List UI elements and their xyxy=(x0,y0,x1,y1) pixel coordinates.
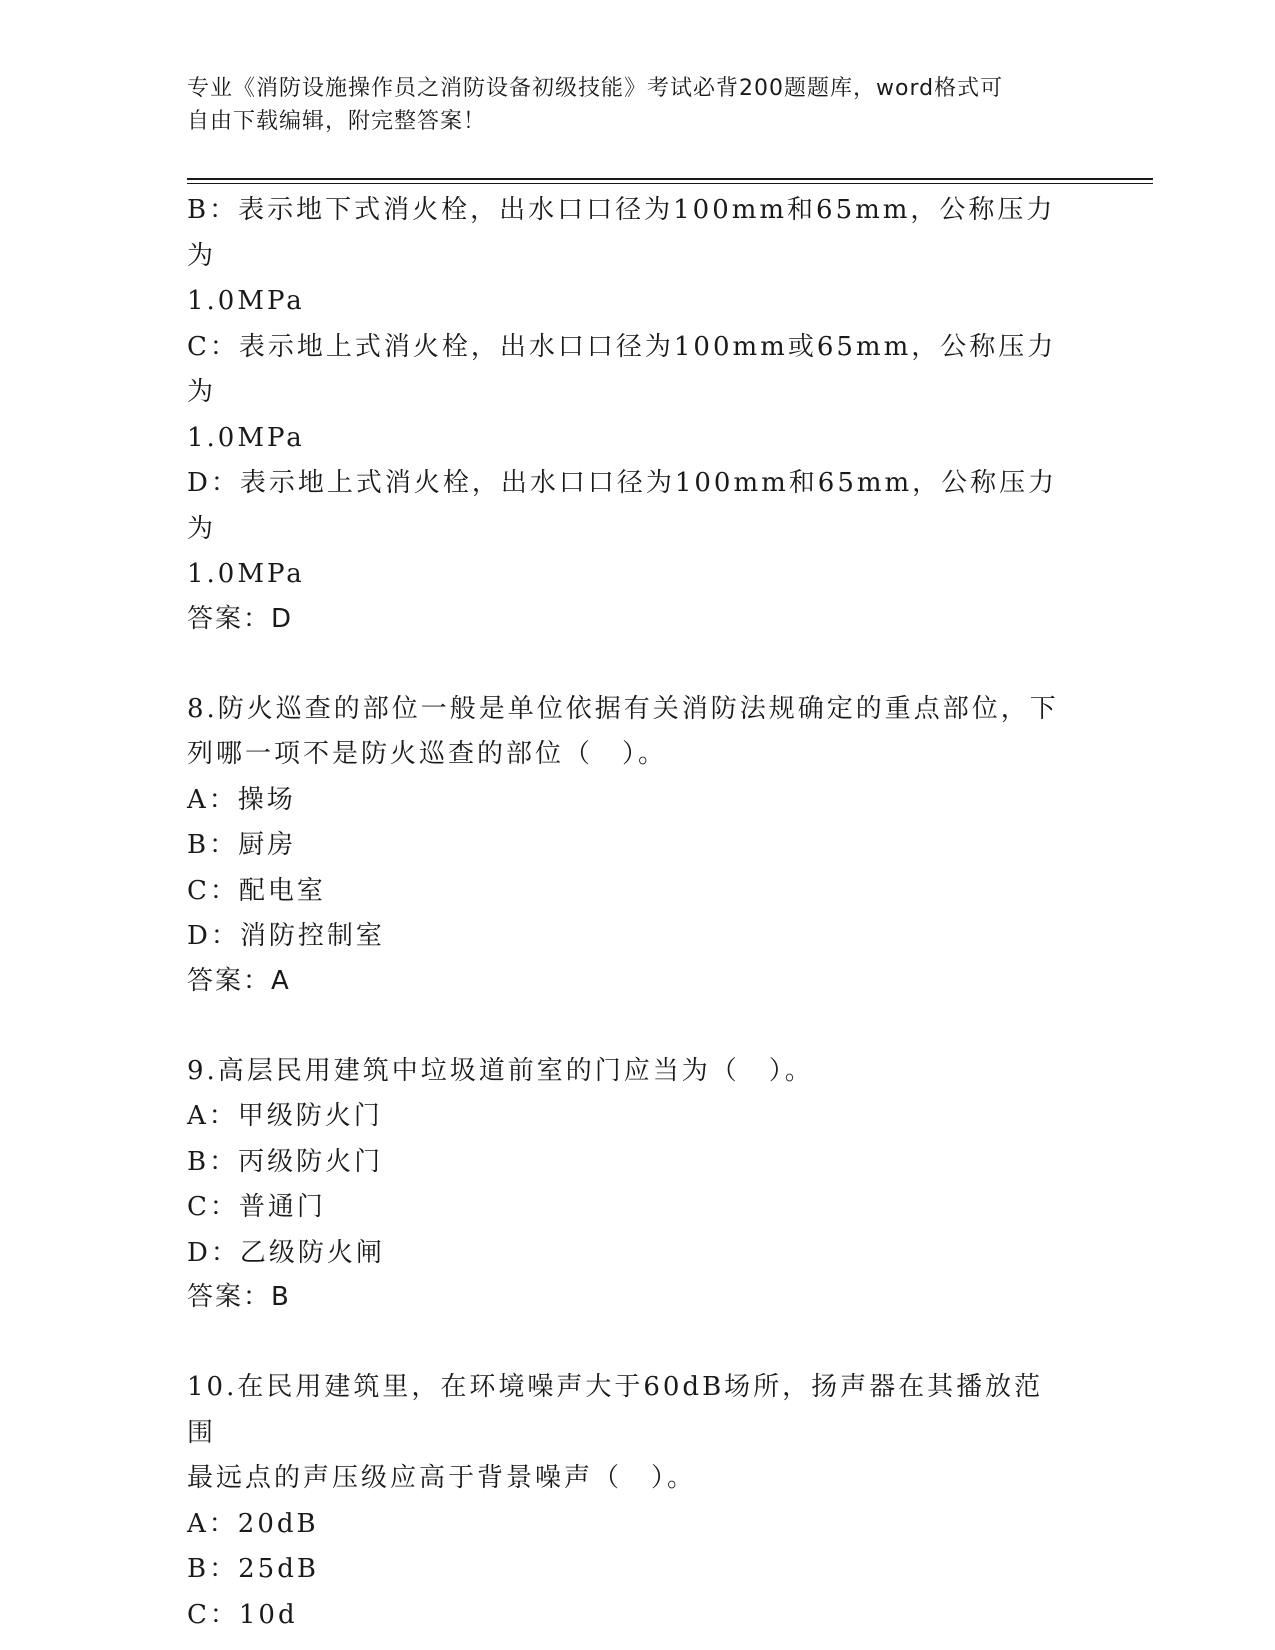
question-8 xyxy=(187,687,1067,1002)
question-7-continued xyxy=(187,188,1067,640)
question-spacer xyxy=(187,640,1067,687)
q8-stem-line-1: 8.防火巡查的部位一般是单位依据有关消防法规确定的重点部位，下 xyxy=(187,693,1059,724)
q9-answer: 答案：B xyxy=(187,1282,291,1312)
header-rule-thin xyxy=(187,183,1153,184)
q7-option-b-line-2: 1.0MPa xyxy=(187,286,305,316)
q9-option-a: A：甲级防火门 xyxy=(187,1101,383,1131)
q7-answer: 答案：D xyxy=(187,603,294,634)
q9-option-b: B：丙级防火门 xyxy=(187,1146,384,1177)
q10-stem-line-1: 10.在民用建筑里，在环境噪声大于60dB场所，扬声器在其播放范围 xyxy=(187,1372,1044,1448)
q9-option-d: D：乙级防火闸 xyxy=(187,1237,385,1268)
q9-stem-line-1: 9.高层民用建筑中垃圾道前室的门应当为（ ）。 xyxy=(187,1055,814,1086)
header-line-1: 专业《消防设施操作员之消防设备初级技能》考试必背200题题库，word格式可 xyxy=(187,76,1004,101)
q7-option-d-line-2: 1.0MPa xyxy=(187,559,305,589)
document-body xyxy=(187,188,1067,1638)
q8-option-b: B：厨房 xyxy=(187,830,297,860)
question-spacer xyxy=(187,1318,1067,1365)
question-9 xyxy=(187,1049,1067,1319)
q9-option-c: C：普通门 xyxy=(187,1192,326,1222)
q10-option-b: B：25dB xyxy=(187,1554,319,1584)
q8-stem-line-2: 列哪一项不是防火巡查的部位（ ）。 xyxy=(187,739,668,769)
q8-option-a: A：操场 xyxy=(187,784,296,815)
q10-stem-line-2: 最远点的声压级应高于背景噪声（ ）。 xyxy=(187,1463,697,1493)
document-header xyxy=(187,72,1067,138)
q8-option-d: D：消防控制室 xyxy=(187,921,385,951)
q7-option-c-line-2: 1.0MPa xyxy=(187,422,305,453)
q8-option-c: C：配电室 xyxy=(187,875,326,906)
q7-option-b-line-1: B：表示地下式消火栓，出水口口径为100mm和65mm，公称压力为 xyxy=(187,195,1056,271)
question-10 xyxy=(187,1365,1067,1638)
q10-option-a: A：20dB xyxy=(187,1508,319,1539)
question-spacer xyxy=(187,1002,1067,1049)
q7-option-d-line-1: D：表示地上式消火栓，出水口口径为100mm和65mm，公称压力为 xyxy=(187,468,1058,544)
header-rule-thick xyxy=(187,178,1153,180)
q10-option-c: C：10d xyxy=(187,1599,298,1630)
q7-option-c-line-1: C：表示地上式消火栓，出水口口径为100mm或65mm，公称压力为 xyxy=(187,331,1057,407)
q8-answer: 答案：A xyxy=(187,965,291,996)
header-line-2: 自由下载编辑，附完整答案！ xyxy=(187,109,487,134)
